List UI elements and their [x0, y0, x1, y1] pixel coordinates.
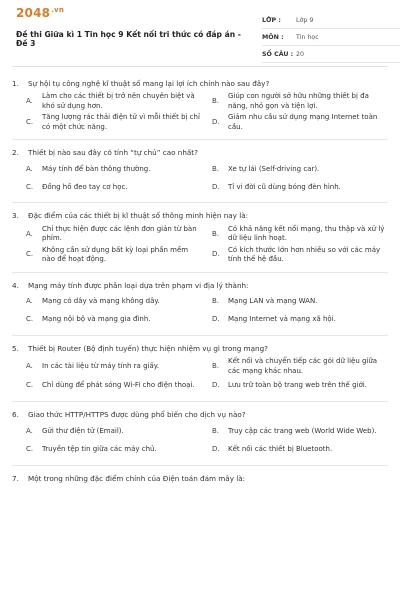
question-item	[12, 474, 388, 483]
meta-value: Lớp 9	[296, 16, 314, 24]
question-divider	[12, 139, 388, 140]
option-text: Chỉ dùng để phát sóng Wi-Fi cho điện thoại.	[42, 381, 195, 390]
meta-row	[262, 46, 400, 63]
answer-option[interactable]	[212, 378, 388, 394]
exam-meta	[262, 12, 400, 63]
answer-option[interactable]	[26, 312, 202, 328]
option-letter: B.	[212, 229, 220, 238]
question-text	[12, 79, 388, 88]
option-letter: D.	[212, 444, 220, 453]
site-logo[interactable]	[16, 6, 64, 20]
option-letter: A.	[26, 97, 33, 106]
option-text: Mạng LAN và mạng WAN.	[228, 297, 318, 306]
question-stem: Thiết bị nào sau đây có tính “tự chủ” cao nhất?	[28, 148, 198, 158]
exam-title: Đề thi Giữa kì 1 Tin học 9 Kết nối tri thức có đáp án - Đề 3	[16, 30, 241, 49]
answer-option[interactable]	[212, 424, 388, 440]
question-divider	[12, 272, 388, 273]
option-letter: C.	[26, 182, 34, 191]
option-letter: C.	[26, 315, 34, 324]
question-text	[12, 474, 388, 483]
answer-option[interactable]	[26, 113, 202, 132]
option-text: Mạng Internet và mạng xã hội.	[228, 315, 336, 324]
option-letter: C.	[26, 381, 34, 390]
answer-options	[12, 424, 388, 458]
option-letter: C.	[26, 444, 34, 453]
question-divider	[12, 335, 388, 336]
option-text: Chỉ thực hiện được các lệnh đơn giản từ bàn phím.	[42, 224, 197, 243]
question-number: 6.	[12, 410, 19, 420]
meta-row	[262, 12, 400, 29]
logo-suffix: .vn	[51, 6, 65, 14]
question-number: 2.	[12, 148, 19, 158]
question-divider	[12, 202, 388, 203]
option-text: Có kích thước lớn hơn nhiều so với các máy tính thế hệ đầu.	[228, 245, 381, 264]
option-letter: D.	[212, 117, 220, 126]
answer-option[interactable]	[212, 246, 388, 265]
option-text: Xe tự lái (Self-driving car).	[228, 164, 320, 173]
answer-option[interactable]	[212, 312, 388, 328]
meta-value: Tin học	[296, 33, 319, 41]
answer-option[interactable]	[212, 442, 388, 458]
option-letter: A.	[26, 297, 33, 306]
question-number: 3.	[12, 211, 19, 221]
question-stem: Sự hội tụ công nghệ kĩ thuật số mang lại lợi ích chính nào sau đây?	[28, 79, 270, 88]
option-letter: D.	[212, 182, 220, 191]
option-letter: D.	[212, 315, 220, 324]
answer-option[interactable]	[212, 179, 388, 195]
meta-value: 20	[296, 50, 305, 58]
meta-label: MÔN :	[262, 33, 284, 41]
answer-option[interactable]	[26, 294, 202, 310]
option-letter: C.	[26, 250, 34, 259]
question-item	[12, 79, 388, 132]
answer-option[interactable]	[26, 442, 202, 458]
option-letter: A.	[26, 426, 33, 435]
option-text: Không cần sử dụng bất kỳ loại phần mềm nào để hoạt động.	[42, 245, 189, 264]
question-item	[12, 148, 388, 195]
option-letter: D.	[212, 381, 220, 390]
option-text: Máy tính để bàn thông thường.	[42, 164, 151, 173]
meta-row	[262, 29, 400, 46]
question-item	[12, 281, 388, 328]
question-number: 7.	[12, 473, 19, 483]
option-letter: A.	[26, 362, 33, 371]
question-number: 5.	[12, 343, 19, 353]
answer-options	[12, 357, 388, 394]
option-text: Giảm nhu cầu sử dụng mạng Internet toàn cầu.	[228, 113, 378, 131]
question-list	[12, 67, 388, 483]
question-stem: Đặc điểm của các thiết bị kĩ thuật số thông minh hiện nay là:	[28, 211, 249, 221]
answer-options	[12, 294, 388, 328]
question-number: 4.	[12, 280, 19, 290]
question-text	[12, 211, 388, 220]
answer-option[interactable]	[26, 357, 202, 376]
answer-option[interactable]	[26, 161, 202, 177]
answer-option[interactable]	[26, 92, 202, 111]
answer-option[interactable]	[212, 225, 388, 244]
option-text: Truy cập các trang web (World Wide Web).	[228, 426, 377, 435]
answer-option[interactable]	[212, 113, 388, 132]
option-text: Tỉ vi đời cũ dùng bóng đèn hình.	[228, 182, 341, 191]
question-stem: Một trong những đặc điểm chính của Điện toán đám mây là:	[28, 473, 246, 483]
question-stem: Mạng máy tính được phân loại dựa trên phạm vi địa lý thành:	[28, 280, 249, 290]
question-text	[12, 344, 388, 353]
option-text: Có khả năng kết nối mạng, thu thập và xử lý dữ liệu linh hoạt.	[228, 224, 385, 243]
answer-option[interactable]	[212, 161, 388, 177]
option-letter: B.	[212, 164, 220, 173]
option-text: Làm cho các thiết bị trở nên chuyên biệt và khó sử dụng hơn.	[42, 92, 195, 110]
question-item	[12, 344, 388, 394]
question-divider	[12, 465, 388, 466]
question-stem: Giao thức HTTP/HTTPS được dùng phổ biến cho dịch vụ nào?	[28, 410, 246, 420]
option-text: Kết nối các thiết bị Bluetooth.	[228, 444, 333, 453]
option-text: Lưu trữ toàn bộ trang web trên thế giới.	[228, 381, 367, 390]
option-letter: A.	[26, 164, 33, 173]
option-text: Giúp con người sở hữu những thiết bị đa năng, nhỏ gọn và tiện lợi.	[228, 92, 369, 110]
option-text: Gửi thư điện tử (Email).	[42, 426, 124, 435]
question-divider	[12, 401, 388, 402]
option-letter: D.	[212, 250, 220, 259]
option-text: Tăng lượng rác thải điện tử vì mỗi thiết bị chỉ có một chức năng.	[42, 113, 200, 131]
answer-options	[12, 225, 388, 265]
option-letter: C.	[26, 117, 34, 126]
option-letter: B.	[212, 297, 220, 306]
question-number: 1.	[12, 79, 19, 88]
answer-option[interactable]	[212, 294, 388, 310]
option-text: In các tài liệu từ máy tính ra giấy.	[42, 362, 160, 371]
question-stem: Thiết bị Router (Bộ định tuyến) thực hiện nhiệm vụ gì trong mạng?	[28, 343, 268, 353]
option-text: Mạng nội bộ và mạng gia đình.	[42, 315, 151, 324]
question-item	[12, 211, 388, 264]
option-text: Truyền tệp tin giữa các máy chủ.	[42, 444, 157, 453]
answer-option[interactable]	[212, 357, 388, 376]
answer-option[interactable]	[26, 424, 202, 440]
option-text: Đồng hồ đeo tay cơ học.	[42, 182, 128, 191]
option-text: Kết nối và chuyển tiếp các gói dữ liệu giữa các mạng khác nhau.	[228, 357, 378, 375]
option-letter: B.	[212, 426, 220, 435]
meta-label: SỐ CÂU :	[262, 50, 294, 58]
logo-text: 2048	[16, 6, 51, 20]
answer-option[interactable]	[26, 378, 202, 394]
option-text: Mạng có dây và mạng không dây.	[42, 297, 160, 306]
meta-label: LỚP :	[262, 16, 281, 24]
answer-option[interactable]	[212, 92, 388, 111]
option-letter: B.	[212, 362, 220, 371]
page-header	[12, 0, 388, 67]
question-text	[12, 410, 388, 419]
question-text	[12, 281, 388, 290]
question-item	[12, 410, 388, 457]
question-text	[12, 148, 388, 157]
answer-option[interactable]	[26, 225, 202, 244]
answer-options	[12, 161, 388, 195]
answer-option[interactable]	[26, 246, 202, 265]
option-letter: A.	[26, 229, 33, 238]
option-letter: B.	[212, 97, 220, 106]
answer-options	[12, 92, 388, 132]
answer-option[interactable]	[26, 179, 202, 195]
